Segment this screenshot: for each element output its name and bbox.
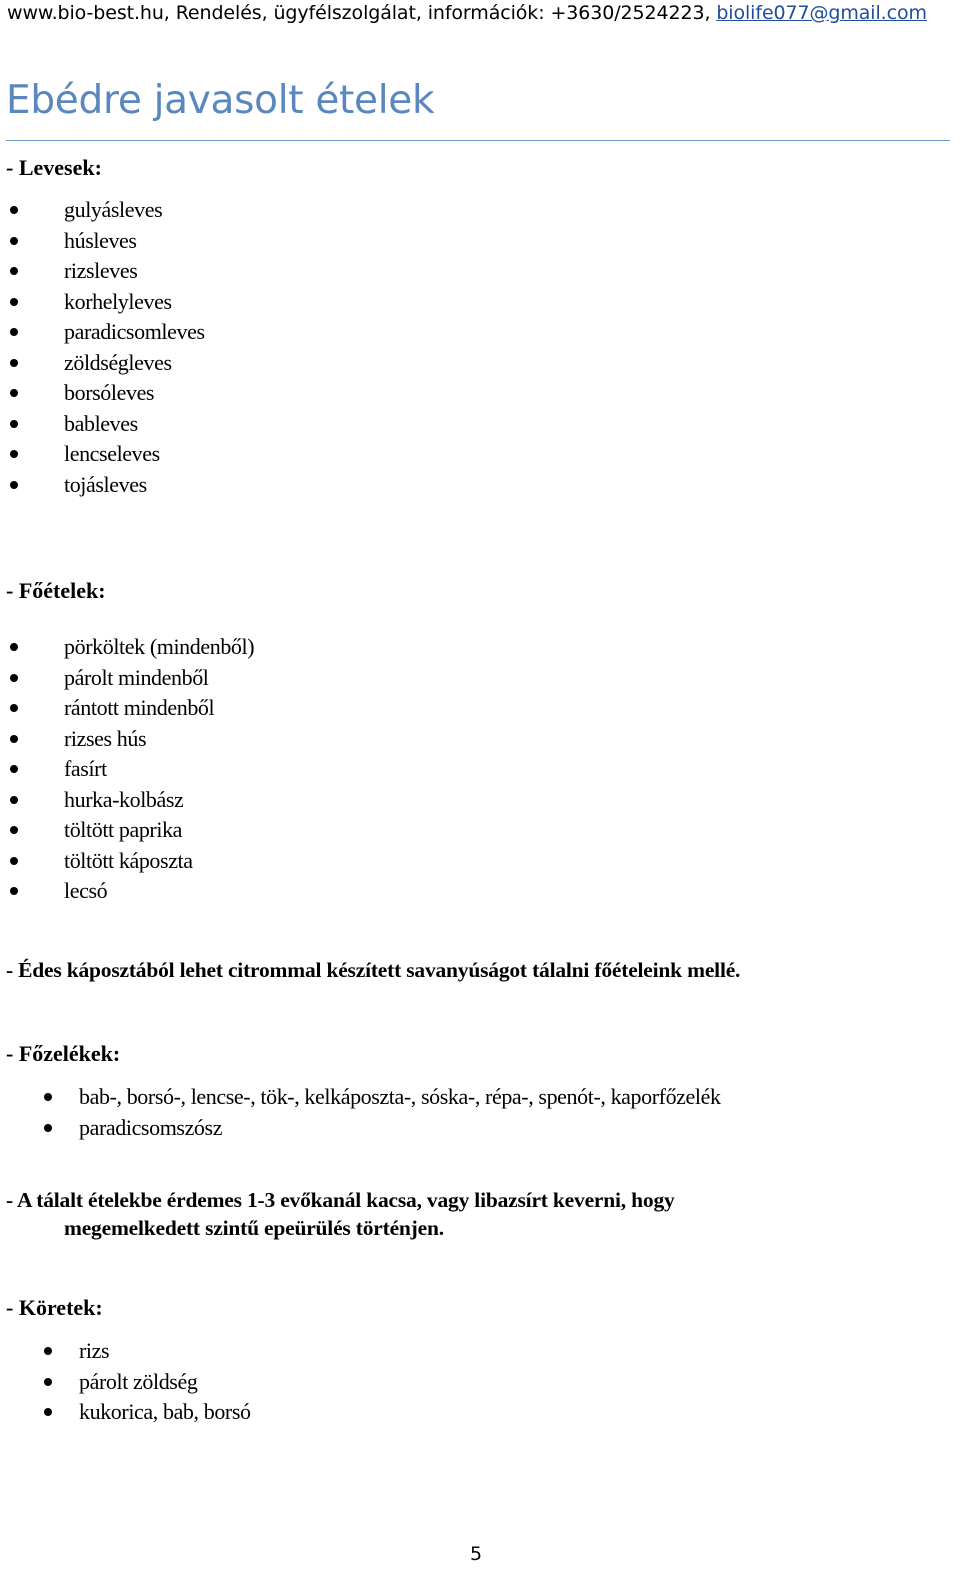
list-item: [6, 785, 254, 816]
list-item-label: töltött paprika: [64, 817, 183, 842]
list-item-label: tojásleves: [64, 471, 147, 497]
koretek-list: [44, 1336, 251, 1428]
list-item: [6, 287, 205, 318]
list-item-label: gulyásleves: [64, 197, 163, 222]
list-item: [6, 195, 205, 226]
zsir-note-line1: - A tálalt ételekbe érdemes 1-3 evőkanál kacsa, vagy libazsírt keverni, hogy: [6, 1188, 675, 1212]
list-item: [6, 409, 205, 440]
bullet-icon: [10, 389, 18, 397]
bullet-icon: [10, 735, 18, 743]
list-item: [6, 754, 254, 785]
list-item: [6, 348, 205, 379]
fozelekek-list: [44, 1082, 721, 1143]
bullet-icon: [10, 298, 18, 306]
foetelek-heading: - Főételek:: [6, 578, 106, 603]
list-item: [44, 1397, 251, 1428]
list-item-label: húsleves: [64, 227, 137, 253]
bullet-icon: [10, 857, 18, 865]
list-item: [6, 378, 205, 409]
list-item: [6, 815, 254, 846]
list-item-label: kukorica, bab, borsó: [79, 1399, 251, 1424]
header-contact-text: www.bio-best.hu, Rendelés, ügyfélszolgálat, információk: +3630/2524223,: [7, 2, 717, 24]
bullet-icon: [44, 1408, 52, 1416]
list-item-label: zöldségleves: [64, 349, 172, 375]
list-item-label: korhelyleves: [64, 288, 172, 314]
page-title: Ebédre javasolt ételek: [6, 78, 435, 123]
koretek-heading: - Köretek:: [6, 1295, 103, 1320]
bullet-icon: [10, 450, 18, 458]
list-item: [6, 470, 205, 501]
levesek-heading: - Levesek:: [6, 155, 102, 180]
bullet-icon: [10, 481, 18, 489]
list-item-label: bableves: [64, 410, 138, 436]
bullet-icon: [10, 796, 18, 804]
bullet-icon: [10, 420, 18, 428]
bullet-icon: [10, 826, 18, 834]
list-item: [44, 1367, 251, 1398]
list-item-label: rizsleves: [64, 258, 138, 283]
list-item: [6, 846, 254, 877]
bullet-icon: [44, 1347, 52, 1355]
list-item-label: pörköltek (mindenből): [64, 634, 255, 659]
list-item: [6, 724, 254, 755]
list-item-label: borsóleves: [64, 380, 155, 405]
list-item: [44, 1113, 721, 1144]
levesek-list: [6, 195, 205, 500]
list-item-label: bab-, borsó-, lencse-, tök-, kelkáposzta-, sóska-, répa-, spenót-, kaporfőzelék: [79, 1084, 721, 1109]
list-item: [44, 1336, 251, 1367]
page-header: [7, 2, 927, 24]
bullet-icon: [10, 674, 18, 682]
list-item-label: fasírt: [64, 756, 107, 781]
list-item-label: lecsó: [64, 878, 108, 903]
list-item-label: párolt zöldség: [79, 1368, 198, 1394]
list-item-label: paradicsomszósz: [79, 1114, 223, 1140]
bullet-icon: [10, 328, 18, 336]
header-email-link[interactable]: biolife077@gmail.com: [716, 2, 927, 24]
zsir-note-line2: megemelkedett szintű epeürülés történjen.: [64, 1216, 444, 1240]
foetelek-list: [6, 632, 254, 907]
list-item: [6, 632, 254, 663]
bullet-icon: [44, 1093, 52, 1101]
list-item: [6, 439, 205, 470]
list-item-label: hurka-kolbász: [64, 786, 184, 812]
list-item: [6, 317, 205, 348]
fozelekek-heading: - Főzelékek:: [6, 1041, 121, 1066]
bullet-icon: [10, 765, 18, 773]
bullet-icon: [44, 1124, 52, 1132]
bullet-icon: [10, 267, 18, 275]
list-item-label: lencseleves: [64, 441, 160, 466]
list-item: [6, 226, 205, 257]
bullet-icon: [10, 887, 18, 895]
list-item-label: rántott mindenből: [64, 695, 215, 720]
bullet-icon: [44, 1378, 52, 1386]
bullet-icon: [10, 206, 18, 214]
list-item: [44, 1082, 721, 1113]
bullet-icon: [10, 643, 18, 651]
list-item: [6, 256, 205, 287]
bullet-icon: [10, 359, 18, 367]
bullet-icon: [10, 704, 18, 712]
list-item-label: töltött káposzta: [64, 847, 193, 873]
savanyusag-note: - Édes káposztából lehet citrommal készített savanyúságot tálalni főételeink mellé.: [6, 958, 741, 982]
list-item: [6, 663, 254, 694]
bullet-icon: [10, 237, 18, 245]
list-item: [6, 693, 254, 724]
list-item: [6, 876, 254, 907]
title-underline: [6, 140, 950, 141]
zsir-note: [6, 1186, 675, 1242]
list-item-label: paradicsomleves: [64, 319, 205, 344]
list-item-label: rizs: [79, 1338, 110, 1363]
page-number: 5: [470, 1543, 483, 1565]
list-item-label: rizses hús: [64, 725, 147, 751]
list-item-label: párolt mindenből: [64, 664, 209, 690]
